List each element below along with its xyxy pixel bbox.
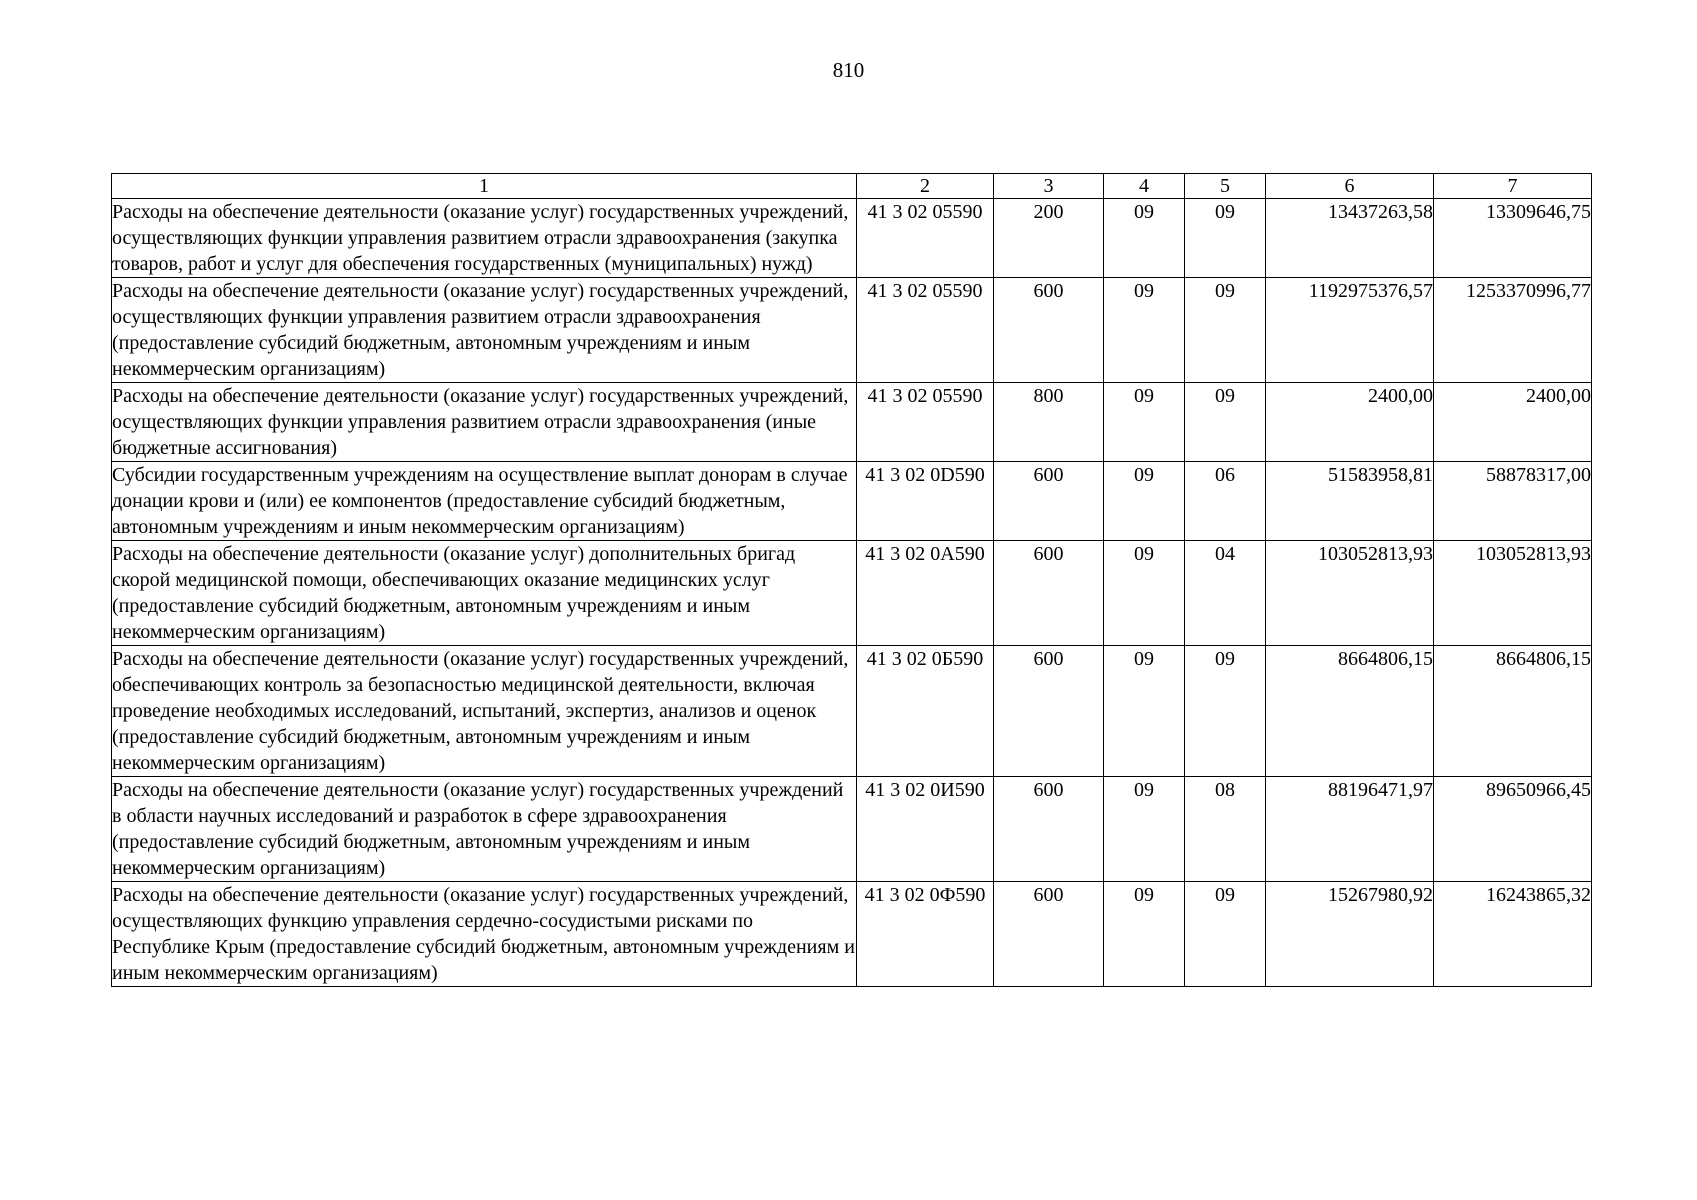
amount-6-cell: 13437263,58 [1266, 199, 1434, 278]
header-cell: 5 [1185, 174, 1266, 199]
subsection-cell: 09 [1185, 199, 1266, 278]
description-cell: Расходы на обеспечение деятельности (оказание услуг) государственных учреждений, обеспечивающих контроль за безопасностью медицинской деятельности, включая проведение необходимых исследований, испытаний, экспертиз, анализов и оценок (предоставление субсидий бюджетным, автономным учреждениям и иным некоммерческим организациям) [112, 646, 857, 777]
table-row [112, 777, 1592, 882]
expense-type-cell: 200 [994, 199, 1104, 278]
target-code-cell: 41 3 02 0Б590 [857, 646, 994, 777]
amount-7-cell: 2400,00 [1434, 383, 1592, 462]
amount-6-cell: 88196471,97 [1266, 777, 1434, 882]
section-cell: 09 [1104, 646, 1185, 777]
section-cell: 09 [1104, 199, 1185, 278]
table-row [112, 882, 1592, 987]
description-cell: Расходы на обеспечение деятельности (оказание услуг) государственных учреждений, осуществляющих функцию управления сердечно-сосудистыми рисками по Республике Крым (предоставление субсидий бюджетным, автономным учреждениям и иным некоммерческим организациям) [112, 882, 857, 987]
target-code-cell: 41 3 02 0И590 [857, 777, 994, 882]
amount-7-cell: 16243865,32 [1434, 882, 1592, 987]
expense-type-cell: 600 [994, 777, 1104, 882]
target-code-cell: 41 3 02 05590 [857, 199, 994, 278]
budget-table [111, 173, 1592, 987]
header-cell: 6 [1266, 174, 1434, 199]
description-cell: Расходы на обеспечение деятельности (оказание услуг) государственных учреждений, осуществляющих функции управления развитием отрасли здравоохранения (иные бюджетные ассигнования) [112, 383, 857, 462]
section-cell: 09 [1104, 777, 1185, 882]
table-row [112, 383, 1592, 462]
amount-7-cell: 13309646,75 [1434, 199, 1592, 278]
amount-6-cell: 103052813,93 [1266, 541, 1434, 646]
amount-6-cell: 51583958,81 [1266, 462, 1434, 541]
header-cell: 7 [1434, 174, 1592, 199]
table-header-row [112, 174, 1592, 199]
expense-type-cell: 600 [994, 541, 1104, 646]
expense-type-cell: 600 [994, 882, 1104, 987]
subsection-cell: 09 [1185, 882, 1266, 987]
table-row [112, 541, 1592, 646]
amount-6-cell: 8664806,15 [1266, 646, 1434, 777]
table-row [112, 199, 1592, 278]
section-cell: 09 [1104, 462, 1185, 541]
amount-6-cell: 15267980,92 [1266, 882, 1434, 987]
description-cell: Расходы на обеспечение деятельности (оказание услуг) государственных учреждений, осуществляющих функции управления развитием отрасли здравоохранения (предоставление субсидий бюджетным, автономным учреждениям и иным некоммерческим организациям) [112, 278, 857, 383]
expense-type-cell: 600 [994, 462, 1104, 541]
section-cell: 09 [1104, 383, 1185, 462]
expense-type-cell: 600 [994, 646, 1104, 777]
target-code-cell: 41 3 02 0Ф590 [857, 882, 994, 987]
subsection-cell: 09 [1185, 383, 1266, 462]
target-code-cell: 41 3 02 0D590 [857, 462, 994, 541]
header-cell: 2 [857, 174, 994, 199]
subsection-cell: 06 [1185, 462, 1266, 541]
amount-7-cell: 89650966,45 [1434, 777, 1592, 882]
section-cell: 09 [1104, 541, 1185, 646]
target-code-cell: 41 3 02 05590 [857, 278, 994, 383]
amount-7-cell: 58878317,00 [1434, 462, 1592, 541]
header-cell: 1 [112, 174, 857, 199]
amount-6-cell: 2400,00 [1266, 383, 1434, 462]
page-number: 810 [832, 58, 865, 82]
description-cell: Расходы на обеспечение деятельности (оказание услуг) государственных учреждений, осуществляющих функции управления развитием отрасли здравоохранения (закупка товаров, работ и услуг для обеспечения государственных (муниципальных) нужд) [112, 199, 857, 278]
amount-7-cell: 103052813,93 [1434, 541, 1592, 646]
table-row [112, 646, 1592, 777]
expense-type-cell: 600 [994, 278, 1104, 383]
target-code-cell: 41 3 02 0A590 [857, 541, 994, 646]
section-cell: 09 [1104, 278, 1185, 383]
amount-7-cell: 1253370996,77 [1434, 278, 1592, 383]
header-cell: 3 [994, 174, 1104, 199]
section-cell: 09 [1104, 882, 1185, 987]
target-code-cell: 41 3 02 05590 [857, 383, 994, 462]
expense-type-cell: 800 [994, 383, 1104, 462]
description-cell: Субсидии государственным учреждениям на осуществление выплат донорам в случае донации крови и (или) ее компонентов (предоставление субсидий бюджетным, автономным учреждениям и иным некоммерческим организациям) [112, 462, 857, 541]
amount-6-cell: 1192975376,57 [1266, 278, 1434, 383]
amount-7-cell: 8664806,15 [1434, 646, 1592, 777]
description-cell: Расходы на обеспечение деятельности (оказание услуг) государственных учреждений в области научных исследований и разработок в сфере здравоохранения (предоставление субсидий бюджетным, автономным учреждениям и иным некоммерческим организациям) [112, 777, 857, 882]
subsection-cell: 04 [1185, 541, 1266, 646]
table-row [112, 278, 1592, 383]
subsection-cell: 09 [1185, 278, 1266, 383]
table-row [112, 462, 1592, 541]
subsection-cell: 09 [1185, 646, 1266, 777]
subsection-cell: 08 [1185, 777, 1266, 882]
description-cell: Расходы на обеспечение деятельности (оказание услуг) дополнительных бригад скорой медицинской помощи, обеспечивающих оказание медицинских услуг (предоставление субсидий бюджетным, автономным учреждениям и иным некоммерческим организациям) [112, 541, 857, 646]
header-cell: 4 [1104, 174, 1185, 199]
